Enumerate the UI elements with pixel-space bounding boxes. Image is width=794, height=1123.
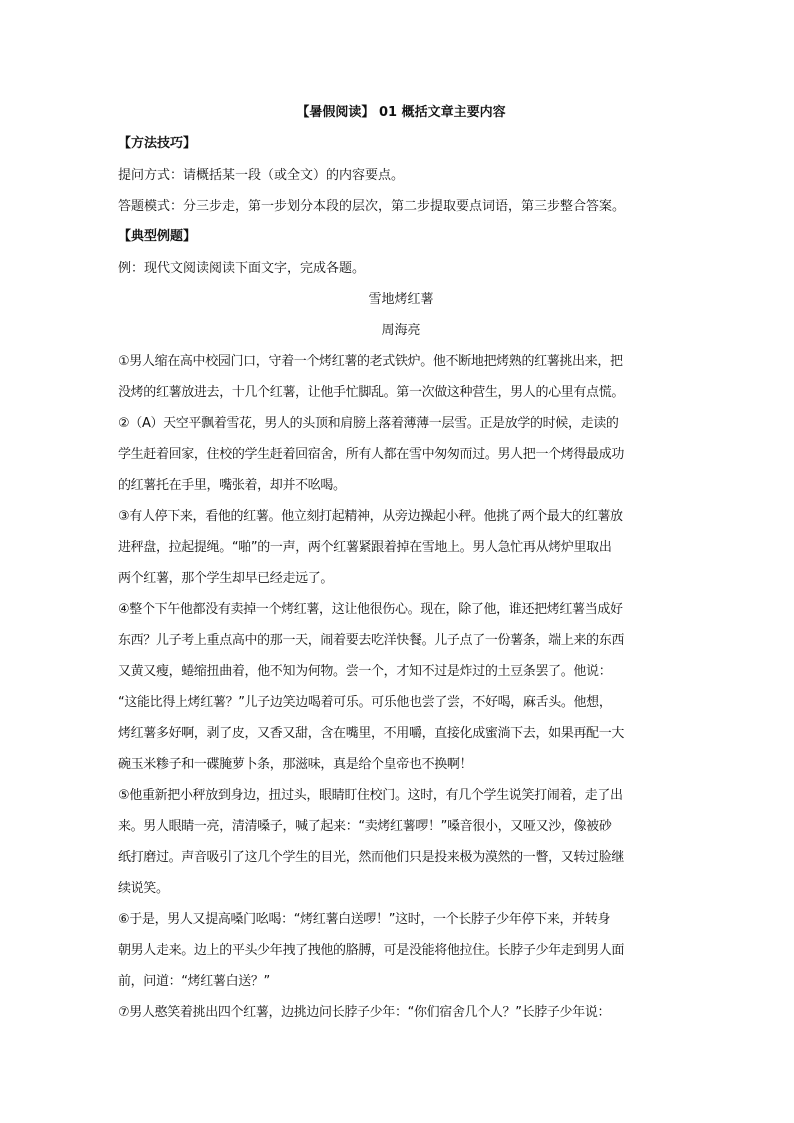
paragraph-line: 烤红薯多好啊，剥了皮，又香又甜，含在嘴里，不用嚼，直接化成蜜淌下去，如果再配一大 [118,726,625,741]
paragraph-line: 的红薯托在手里，嘴张着，却并不吆喝。 [118,478,346,493]
paragraph-line: ①男人缩在高中校园门口，守着一个烤红薯的老式铁炉。他不断地把烤熟的红薯挑出来，把 [118,354,623,369]
paragraph-line: 两个红薯，那个学生却早已经走远了。 [118,571,334,586]
paragraph-line: ⑤他重新把小秤放到身边，扭过头，眼睛盯住校门。这时，有几个学生说笑打闹着，走了出 [118,788,623,803]
paragraph-line: ④整个下午他都没有卖掉一个烤红薯，这让他很伤心。现在，除了他，谁还把烤红薯当成好 [118,602,623,617]
method-question-text: 提问方式：请概括某一段（或全文）的内容要点。 [118,168,405,183]
paragraph [118,780,684,904]
paragraph-line: ②（A）天空平飘着雪花，男人的头顶和肩膀上落着薄薄一层雪。正是放学的时候，走读的 [118,416,619,431]
article-body [118,346,684,1028]
paragraph-line: 来。男人眼睛一亮，清清嗓子，喊了起来：“卖烤红薯啰！”嗓音很小，又哑又沙，像被砂 [118,819,612,834]
paragraph-line: 碗玉米糁子和一碟腌萝卜条，那滋味，真是给个皇帝也不换啊！ [118,757,473,772]
section-heading-method: 【方法技巧】 [118,136,197,151]
article-author: 周海亮 [381,323,421,338]
paragraph-line: 没烤的红薯放进去，十几个红薯，让他手忙脚乱。第一次做这种营生，男人的心里有点慌。 [118,385,625,400]
paragraph-line: “这能比得上烤红薯？”儿子边笑边喝着可乐。可乐他也尝了尝，不好喝，麻舌头。他想， [118,695,612,710]
paragraph-line: 续说笑。 [118,881,169,896]
method-answer-text: 答题模式：分三步走，第一步划分本段的层次，第二步提取要点词语，第三步整合答案。 [118,199,626,214]
paragraph [118,594,684,780]
paragraph-line: 又黄又瘦，蜷缩扭曲着，他不知为何物。尝一个，才知不过是炸过的土豆条罢了。他说： [118,664,612,679]
paragraph-line: 朝男人走来。边上的平头少年拽了拽他的胳膊，可是没能将他拉住。长脖子少年走到男人面 [118,943,625,958]
document-title: 【暑假阅读】 01 概括文章主要内容 [296,105,506,120]
document-page [118,98,684,1028]
paragraph-line: ⑦男人憨笑着挑出四个红薯，边挑边问长脖子少年：“你们宿舍几个人？”长脖子少年说： [118,1005,611,1020]
paragraph-line: 纸打磨过。声音吸引了这几个学生的目光，然而他们只是投来极为漠然的一瞥，又转过脸继 [118,850,625,865]
paragraph [118,346,684,408]
paragraph [118,904,684,997]
article-title: 雪地烤红薯 [368,292,434,307]
paragraph-line: ③有人停下来，看他的红薯。他立刻打起精神，从旁边操起小秤。他挑了两个最大的红薯放 [118,509,623,524]
paragraph-line: ⑥于是，男人又提高嗓门吆喝：“烤红薯白送啰！”这时，一个长脖子少年停下来，并转身 [118,912,611,927]
paragraph-line: 东西？儿子考上重点高中的那一天，闹着要去吃洋快餐。儿子点了一份薯条，端上来的东西 [118,633,625,648]
paragraph [118,408,684,501]
section-heading-example: 【典型例题】 [118,229,197,244]
paragraph [118,501,684,594]
paragraph-line: 前，问道：“烤红薯白送？” [118,974,270,989]
paragraph [118,997,684,1028]
paragraph-line: 进秤盘，拉起提绳。“啪”的一声，两个红薯紧跟着掉在雪地上。男人急忙再从烤炉里取出 [118,540,612,555]
paragraph-line: 学生赶着回家，住校的学生赶着回宿舍，所有人都在雪中匆匆而过。男人把一个烤得最成功 [118,447,625,462]
example-intro-text: 例：现代文阅读阅读下面文字，完成各题。 [118,261,366,276]
